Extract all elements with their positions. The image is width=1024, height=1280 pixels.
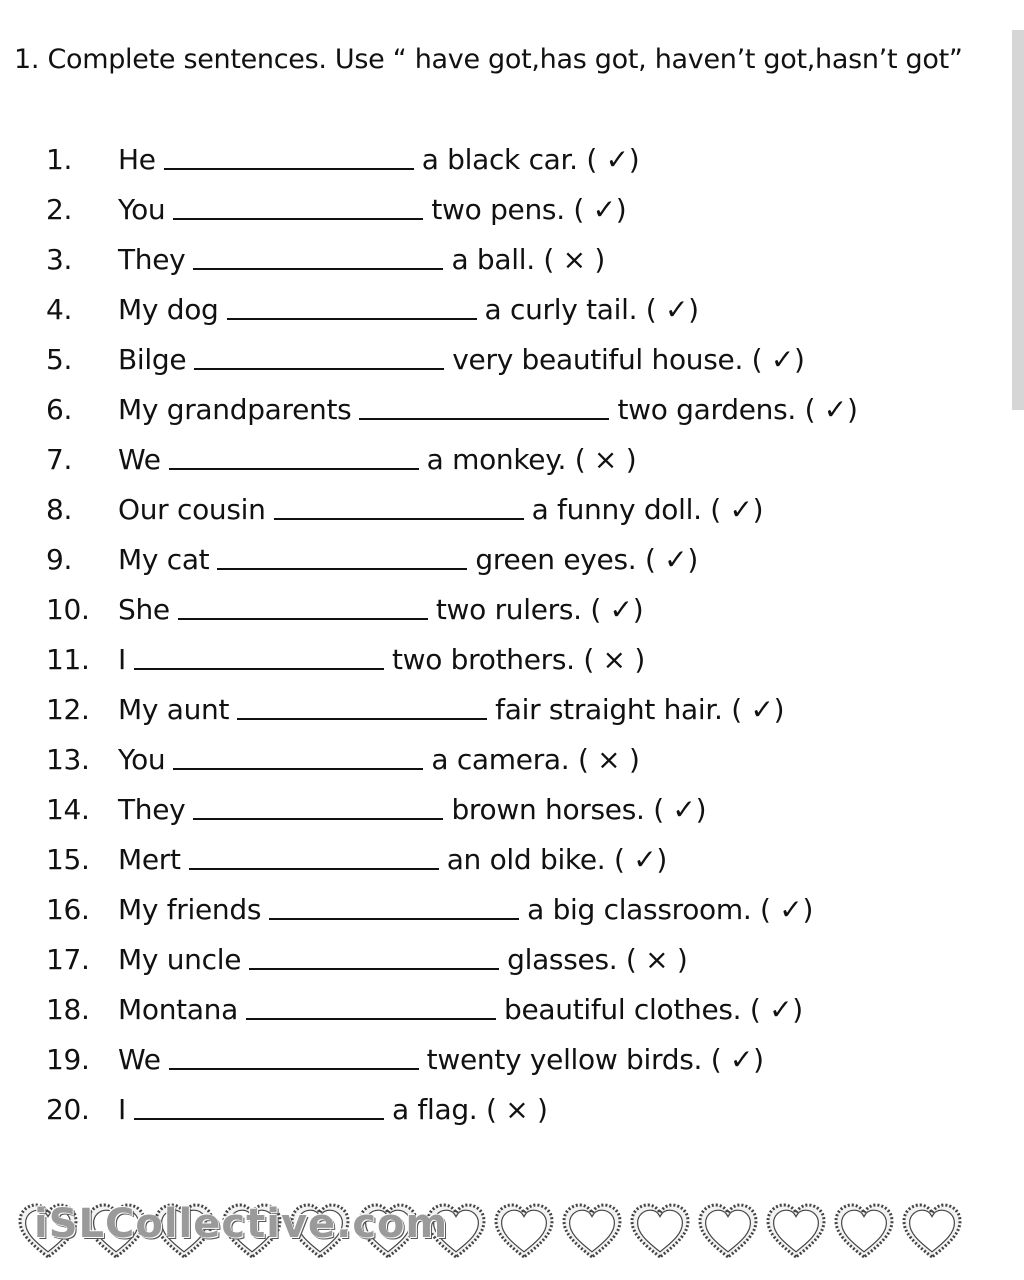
item-number: 12. (46, 693, 90, 726)
exercise-item (46, 526, 858, 576)
item-number: 17. (46, 943, 90, 976)
item-predicate: two pens. ( ✓) (431, 193, 627, 226)
item-predicate: brown horses. ( ✓) (451, 793, 707, 826)
answer-blank[interactable] (178, 618, 428, 620)
item-number: 2. (46, 193, 73, 226)
answer-blank[interactable] (217, 568, 467, 570)
item-number: 7. (46, 443, 73, 476)
exercise-item (46, 426, 858, 476)
item-predicate: very beautiful house. ( ✓) (452, 343, 805, 376)
heart-border-footer (14, 1195, 974, 1267)
item-predicate: a camera. ( × ) (431, 743, 640, 776)
heart-icon (904, 1205, 960, 1257)
exercise-item (46, 776, 858, 826)
answer-blank[interactable] (359, 418, 609, 420)
exercise-item (46, 226, 858, 276)
exercise-item (46, 476, 858, 526)
item-number: 11. (46, 643, 90, 676)
item-subject: My dog (118, 293, 219, 326)
answer-blank[interactable] (169, 468, 419, 470)
item-number: 13. (46, 743, 90, 776)
heart-icon (768, 1205, 824, 1257)
answer-blank[interactable] (193, 818, 443, 820)
answer-blank[interactable] (169, 1068, 419, 1070)
exercise-item (46, 726, 858, 776)
heart-icon (632, 1205, 688, 1257)
exercise-list (46, 126, 858, 1126)
exercise-item (46, 576, 858, 626)
item-number: 1. (46, 143, 73, 176)
watermark-logo: iSLCollective.com (34, 1201, 449, 1247)
heart-icon (700, 1205, 756, 1257)
item-number: 18. (46, 993, 90, 1026)
answer-blank[interactable] (269, 918, 519, 920)
item-subject: They (118, 793, 186, 826)
answer-blank[interactable] (173, 218, 423, 220)
item-predicate: a big classroom. ( ✓) (527, 893, 814, 926)
item-predicate: two brothers. ( × ) (391, 643, 645, 676)
exercise-item (46, 1026, 858, 1076)
item-subject: Our cousin (118, 493, 266, 526)
exercise-item (46, 976, 858, 1026)
answer-blank[interactable] (134, 1118, 384, 1120)
answer-blank[interactable] (249, 968, 499, 970)
item-subject: Montana (118, 993, 238, 1026)
item-subject: My grandparents (118, 393, 352, 426)
answer-blank[interactable] (164, 168, 414, 170)
item-subject: We (118, 443, 161, 476)
exercise-item (46, 926, 858, 976)
answer-blank[interactable] (173, 768, 423, 770)
item-subject: My aunt (118, 693, 230, 726)
item-subject: You (118, 193, 166, 226)
item-subject: I (118, 1093, 126, 1126)
item-number: 6. (46, 393, 73, 426)
exercise-item (46, 626, 858, 676)
answer-blank[interactable] (194, 368, 444, 370)
item-subject: We (118, 1043, 161, 1076)
item-number: 14. (46, 793, 90, 826)
item-subject: They (118, 243, 186, 276)
item-predicate: glasses. ( × ) (507, 943, 688, 976)
item-subject: You (118, 743, 166, 776)
item-predicate: a funny doll. ( ✓) (531, 493, 764, 526)
item-subject: He (118, 143, 156, 176)
item-subject: I (118, 643, 126, 676)
item-predicate: two rulers. ( ✓) (435, 593, 644, 626)
item-subject: My friends (118, 893, 262, 926)
exercise-item (46, 326, 858, 376)
item-number: 10. (46, 593, 90, 626)
item-number: 5. (46, 343, 73, 376)
item-predicate: twenty yellow birds. ( ✓) (426, 1043, 764, 1076)
item-predicate: a monkey. ( × ) (426, 443, 637, 476)
answer-blank[interactable] (274, 518, 524, 520)
item-subject: She (118, 593, 170, 626)
item-number: 16. (46, 893, 90, 926)
item-predicate: beautiful clothes. ( ✓) (503, 993, 803, 1026)
heart-icon (496, 1205, 552, 1257)
exercise-item (46, 176, 858, 226)
heart-icon (836, 1205, 892, 1257)
exercise-item (46, 676, 858, 726)
item-subject: Bilge (118, 343, 187, 376)
item-number: 20. (46, 1093, 90, 1126)
exercise-item (46, 376, 858, 426)
exercise-item (46, 276, 858, 326)
answer-blank[interactable] (189, 868, 439, 870)
item-subject: My uncle (118, 943, 242, 976)
item-subject: My cat (118, 543, 210, 576)
answer-blank[interactable] (134, 668, 384, 670)
right-margin-rule (1012, 30, 1024, 410)
item-predicate: a black car. ( ✓) (421, 143, 640, 176)
exercise-item (46, 126, 858, 176)
item-number: 19. (46, 1043, 90, 1076)
answer-blank[interactable] (193, 268, 443, 270)
item-predicate: an old bike. ( ✓) (446, 843, 667, 876)
item-number: 9. (46, 543, 73, 576)
item-number: 8. (46, 493, 73, 526)
item-number: 15. (46, 843, 90, 876)
item-predicate: a curly tail. ( ✓) (484, 293, 699, 326)
item-predicate: green eyes. ( ✓) (475, 543, 698, 576)
item-subject: Mert (118, 843, 181, 876)
instruction-heading: 1. Complete sentences. Use “ have got,has got, haven’t got,hasn’t got” (14, 44, 963, 75)
item-predicate: two gardens. ( ✓) (617, 393, 858, 426)
item-predicate: fair straight hair. ( ✓) (495, 693, 785, 726)
heart-icon (564, 1205, 620, 1257)
exercise-item (46, 826, 858, 876)
item-number: 4. (46, 293, 73, 326)
answer-blank[interactable] (227, 318, 477, 320)
item-predicate: a ball. ( × ) (451, 243, 606, 276)
item-predicate: a flag. ( × ) (391, 1093, 548, 1126)
answer-blank[interactable] (237, 718, 487, 720)
item-number: 3. (46, 243, 73, 276)
exercise-item (46, 1076, 858, 1126)
exercise-item (46, 876, 858, 926)
answer-blank[interactable] (246, 1018, 496, 1020)
